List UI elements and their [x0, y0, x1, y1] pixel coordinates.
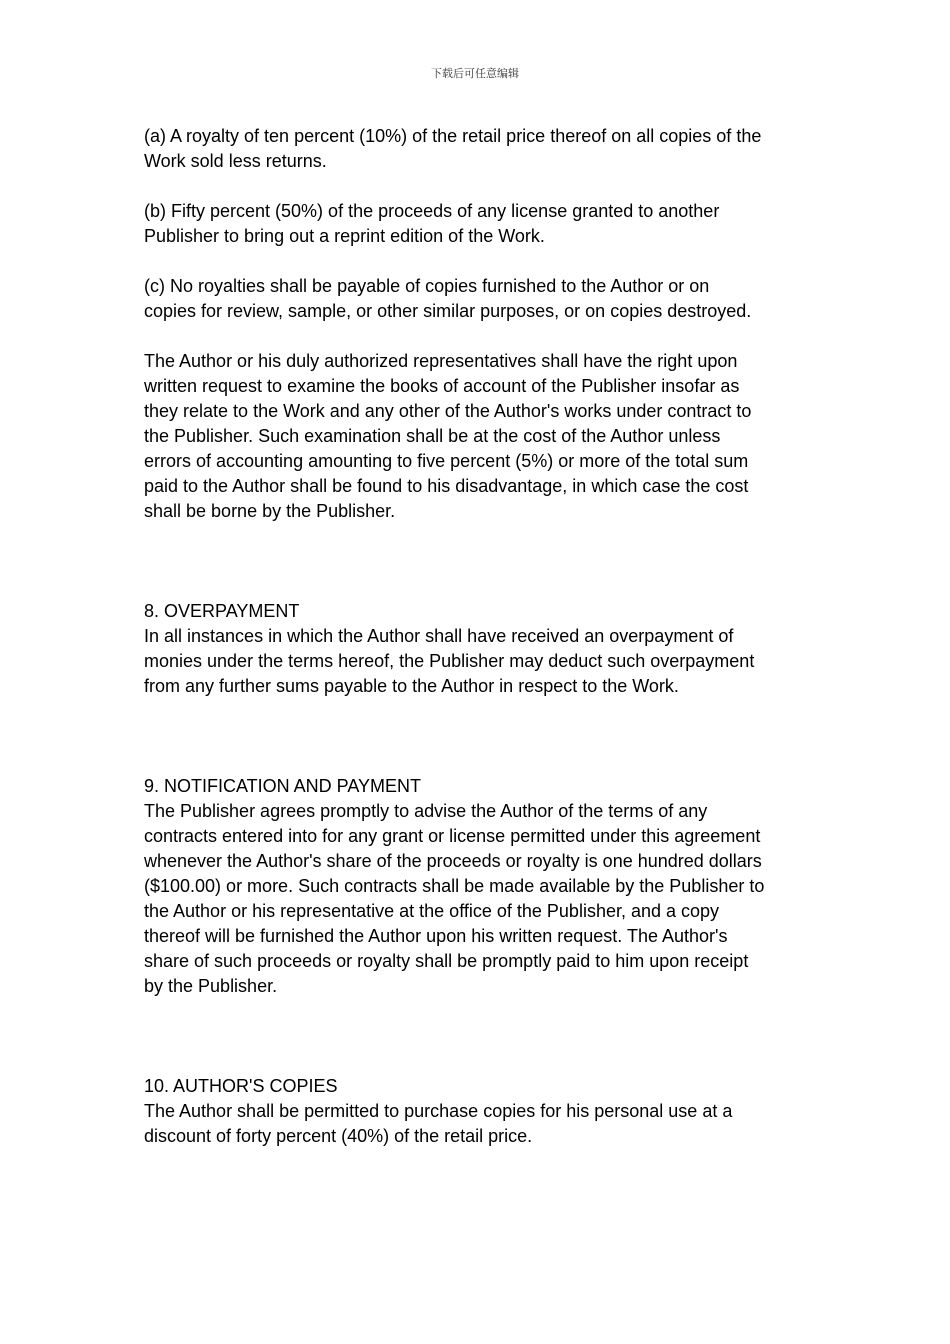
section-body: The Author shall be permitted to purchase copies for his personal use at a discount of forty percent (40%) of the retail price.: [144, 1101, 733, 1146]
document-body: [144, 124, 824, 1149]
spacer: [144, 324, 824, 349]
examination-clause: The Author or his duly authorized representatives shall have the right upon written request to examine the books of account of the Publisher insofar as they relate to the Work and any other of the Author's works under contract to the Publisher. Such examination shall be at the cost of the Author unless errors of accounting amounting to five percent (5%) or more of the total sum paid to the Author shall be found to his disadvantage, in which case the cost shall be borne by the Publisher.: [144, 351, 752, 521]
section-overpayment: [144, 599, 824, 699]
page-header: 下载后可任意编辑: [431, 67, 519, 80]
section-body: In all instances in which the Author shall have received an overpayment of monies under the terms hereof, the Publisher may deduct such overpayment from any further sums payable to the Author in respect to the Work.: [144, 626, 755, 696]
royalty-clause-c: (c) No royalties shall be payable of copies furnished to the Author or on copies for review, sample, or other similar purposes, or on copies destroyed.: [144, 276, 752, 321]
section-heading: 9. NOTIFICATION AND PAYMENT: [144, 776, 422, 796]
spacer: [144, 699, 824, 774]
section-body: The Publisher agrees promptly to advise the Author of the terms of any contracts entered into for any grant or license permitted under this agreement whenever the Author's share of the proceeds or royalty is one hundred dollars ($100.00) or more. Such contracts shall be made available by the Publisher to the Author or his representative at the office of the Publisher, and a copy thereof will be furnished the Author upon his written request. The Author's share of such proceeds or royalty shall be promptly paid to him upon receipt by the Publisher.: [144, 801, 765, 996]
spacer: [144, 524, 824, 599]
section-heading: 8. OVERPAYMENT: [144, 601, 300, 621]
spacer: [144, 249, 824, 274]
section-notification-and-payment: [144, 774, 824, 999]
section-authors-copies: [144, 1074, 824, 1149]
spacer: [144, 174, 824, 199]
royalty-clause-a: (a) A royalty of ten percent (10%) of the retail price thereof on all copies of the Work sold less returns.: [144, 126, 762, 171]
section-heading: 10. AUTHOR'S COPIES: [144, 1076, 338, 1096]
royalty-clause-b: (b) Fifty percent (50%) of the proceeds of any license granted to another Publisher to bring out a reprint edition of the Work.: [144, 201, 720, 246]
spacer: [144, 999, 824, 1074]
